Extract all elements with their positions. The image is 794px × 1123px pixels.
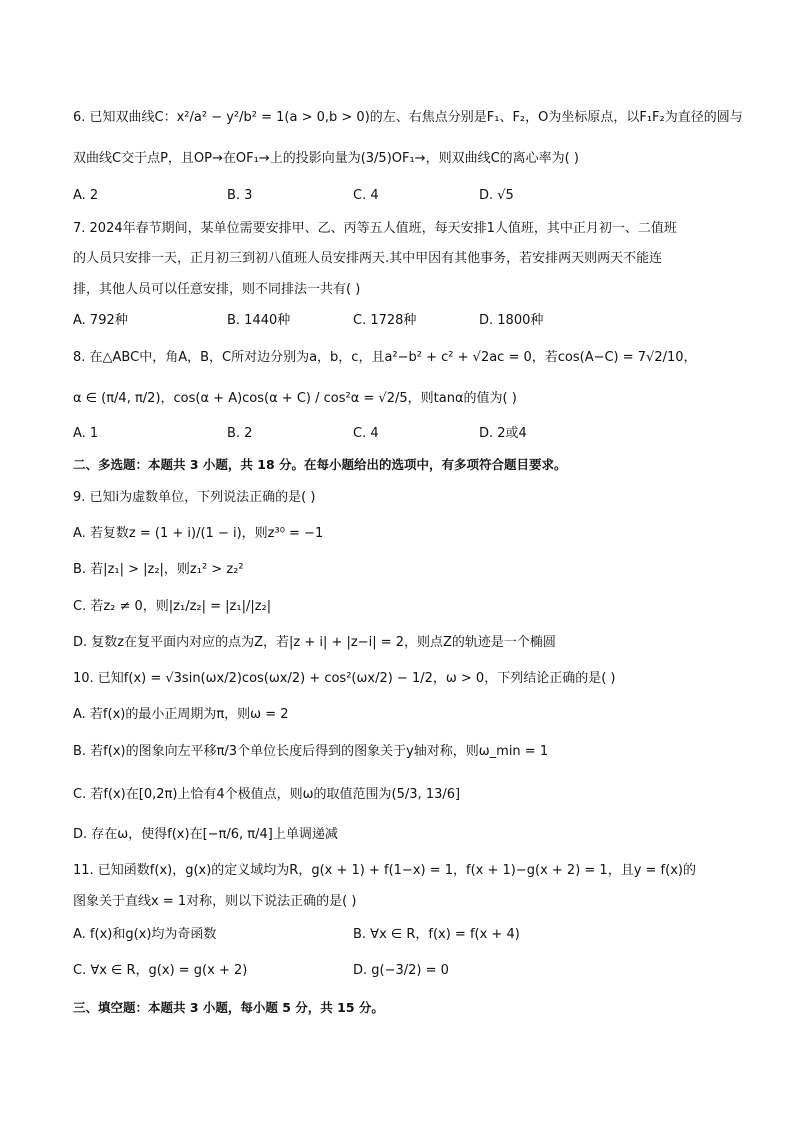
q10-option-a[interactable]: A. 若f(x)的最小正周期为π，则ω = 2: [73, 707, 289, 722]
q7-stem-line3: 排，其他人员可以任意安排，则不同排法一共有( ): [73, 282, 361, 297]
q9-stem: 9. 已知i为虚数单位，下列说法正确的是( ): [73, 490, 316, 505]
q9-option-d[interactable]: D. 复数z在复平面内对应的点为Z，若|z + i| + |z−i| = 2，则点Z的轨迹是一个椭圆: [73, 635, 556, 650]
q6-stem-line1: 6. 已知双曲线C：x²/a² − y²/b² = 1(a > 0,b > 0)的左、右焦点分别是F₁、F₂，O为坐标原点，以F₁F₂为直径的圆与: [73, 110, 743, 125]
q10-stem: 10. 已知f(x) = √3sin(ωx/2)cos(ωx/2) + cos²(ωx/2) − 1/2，ω > 0，下列结论正确的是( ): [73, 671, 616, 686]
q11-option-c[interactable]: C. ∀x ∈ R，g(x) = g(x + 2): [73, 963, 248, 978]
q6-option-d[interactable]: D. √5: [479, 188, 514, 203]
q11-option-d[interactable]: D. g(−3/2) = 0: [353, 963, 449, 978]
q10-option-b[interactable]: B. 若f(x)的图象向左平移π/3个单位长度后得到的图象关于y轴对称，则ω_min = 1: [73, 744, 549, 759]
q9-option-b[interactable]: B. 若|z₁| > |z₂|，则z₁² > z₂²: [73, 562, 244, 577]
q6-stem-line2: 双曲线C交于点P，且OP→在OF₁→上的投影向量为(3/5)OF₁→，则双曲线C的离心率为( ): [73, 151, 579, 166]
q8-stem-line1: 8. 在△ABC中，角A，B，C所对边分别为a，b，c，且a²−b² + c² + √2ac = 0，若cos(A−C) = 7√2/10，: [73, 350, 697, 365]
q9-option-a[interactable]: A. 若复数z = (1 + i)/(1 − i)，则z³⁰ = −1: [73, 526, 324, 541]
q7-option-c[interactable]: C. 1728种: [353, 313, 417, 328]
q6-option-c[interactable]: C. 4: [353, 188, 379, 203]
q8-options: [73, 425, 733, 443]
q9-option-c[interactable]: C. 若z₂ ≠ 0，则|z₁/z₂| = |z₁|/|z₂|: [73, 599, 272, 614]
q6-option-a[interactable]: A. 2: [73, 188, 99, 203]
q10-option-c[interactable]: C. 若f(x)在[0,2π)上恰有4个极值点，则ω的取值范围为(5/3, 13/6]: [73, 787, 461, 802]
section-heading-multiple-choice: 二、多选题：本题共 3 小题，共 18 分。在每小题给出的选项中，有多项符合题目要求。: [73, 457, 567, 472]
q8-option-d[interactable]: D. 2或4: [479, 426, 527, 441]
q7-options: [73, 312, 733, 330]
q11-options-row2: [73, 962, 733, 980]
q8-stem-line2: α ∈ (π/4, π/2)，cos(α + A)cos(α + C) / cos²α = √2/5，则tanα的值为( ): [73, 391, 517, 406]
q7-option-b[interactable]: B. 1440种: [227, 313, 291, 328]
section-heading-fill-in: 三、填空题：本题共 3 小题，每小题 5 分，共 15 分。: [73, 1000, 384, 1015]
q7-stem-line1: 7. 2024年春节期间，某单位需要安排甲、乙、丙等五人值班，每天安排1人值班，其中正月初一、二值班: [73, 221, 677, 236]
q11-option-a[interactable]: A. f(x)和g(x)均为奇函数: [73, 927, 217, 942]
q7-option-d[interactable]: D. 1800种: [479, 313, 544, 328]
q11-option-b[interactable]: B. ∀x ∈ R，f(x) = f(x + 4): [353, 927, 520, 942]
q6-options: [73, 187, 733, 205]
q6-option-b[interactable]: B. 3: [227, 188, 253, 203]
q11-options-row1: [73, 926, 733, 944]
q7-option-a[interactable]: A. 792种: [73, 313, 128, 328]
q11-stem-line1: 11. 已知函数f(x)，g(x)的定义域均为R，g(x + 1) + f(1−x) = 1，f(x + 1)−g(x + 2) = 1，且y = f(x)的: [73, 863, 696, 878]
q10-option-d[interactable]: D. 存在ω，使得f(x)在[−π/6, π/4]上单调递减: [73, 827, 338, 842]
q11-stem-line2: 图象关于直线x = 1对称，则以下说法正确的是( ): [73, 894, 357, 909]
q8-option-b[interactable]: B. 2: [227, 426, 253, 441]
q8-option-c[interactable]: C. 4: [353, 426, 379, 441]
q7-stem-line2: 的人员只安排一天，正月初三到初八值班人员安排两天.其中甲因有其他事务，若安排两天则两天不能连: [73, 251, 663, 266]
q8-option-a[interactable]: A. 1: [73, 426, 99, 441]
